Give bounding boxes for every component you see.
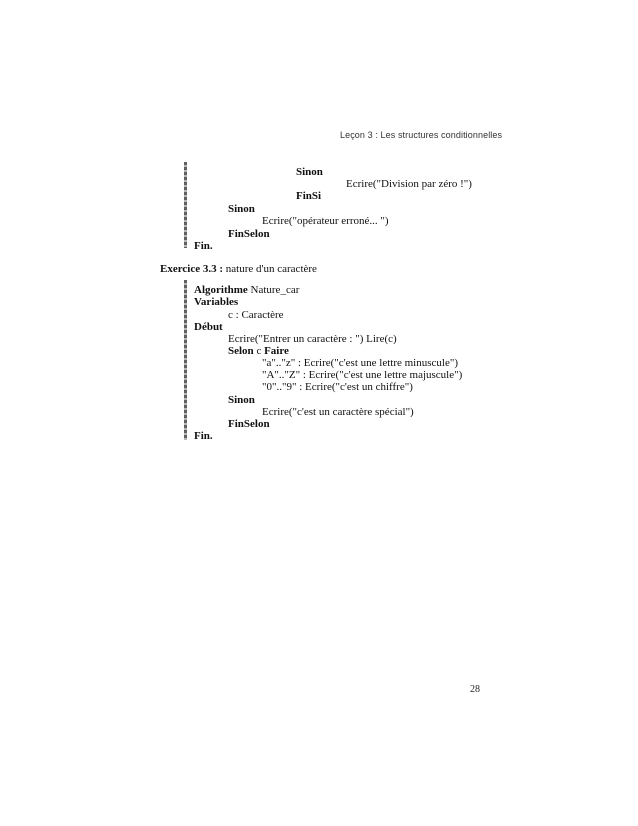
page-number: 28 [470,684,480,695]
code-line-ecrire-erreur: Ecrire("opérateur erroné... ") [262,215,389,227]
code-line-sinon: Sinon [228,394,255,406]
code-line-ecrire-entrer: Ecrire("Entrer un caractère : ") Lire(c) [228,333,397,345]
algorithm-name: Nature_car [247,284,300,296]
code-line-sinon: Sinon [296,166,323,178]
code-line-case-chiffre: "0".."9" : Ecrire("c'est un chiffre") [262,381,413,393]
code-line-finselon: FinSelon [228,228,270,240]
code-line-fin: Fin. [194,430,213,442]
code-line-var-decl: c : Caractère [228,309,284,321]
exercise-label: Exercice 3.3 : [160,263,224,275]
code-line-fin: Fin. [194,240,213,252]
keyword-faire: Faire [264,345,289,357]
code-line-case-minuscule: "a".."z" : Ecrire("c'est une lettre minuscule") [262,357,458,369]
exercise-description: nature d'un caractère [223,263,317,275]
code-line-sinon: Sinon [228,203,255,215]
exercise-heading [160,263,317,276]
code-line-finsi: FinSi [296,190,322,202]
running-header: Leçon 3 : Les structures conditionnelles [340,130,503,140]
code-margin-bar [184,162,187,248]
code-line-variables: Variables [194,296,239,308]
code-line-debut: Début [194,321,223,333]
keyword-selon: Selon [228,345,254,357]
selon-variable: c [253,345,265,357]
code-line-finselon: FinSelon [228,418,270,430]
code-line-ecrire-division: Ecrire("Division par zéro !") [346,178,472,190]
code-margin-bar [184,280,187,440]
code-line-ecrire-special: Ecrire("c'est un caractère spécial") [262,406,414,418]
code-line-case-majuscule: "A".."Z" : Ecrire("c'est une lettre majuscule") [262,369,463,381]
keyword-algorithme: Algorithme [194,284,248,296]
